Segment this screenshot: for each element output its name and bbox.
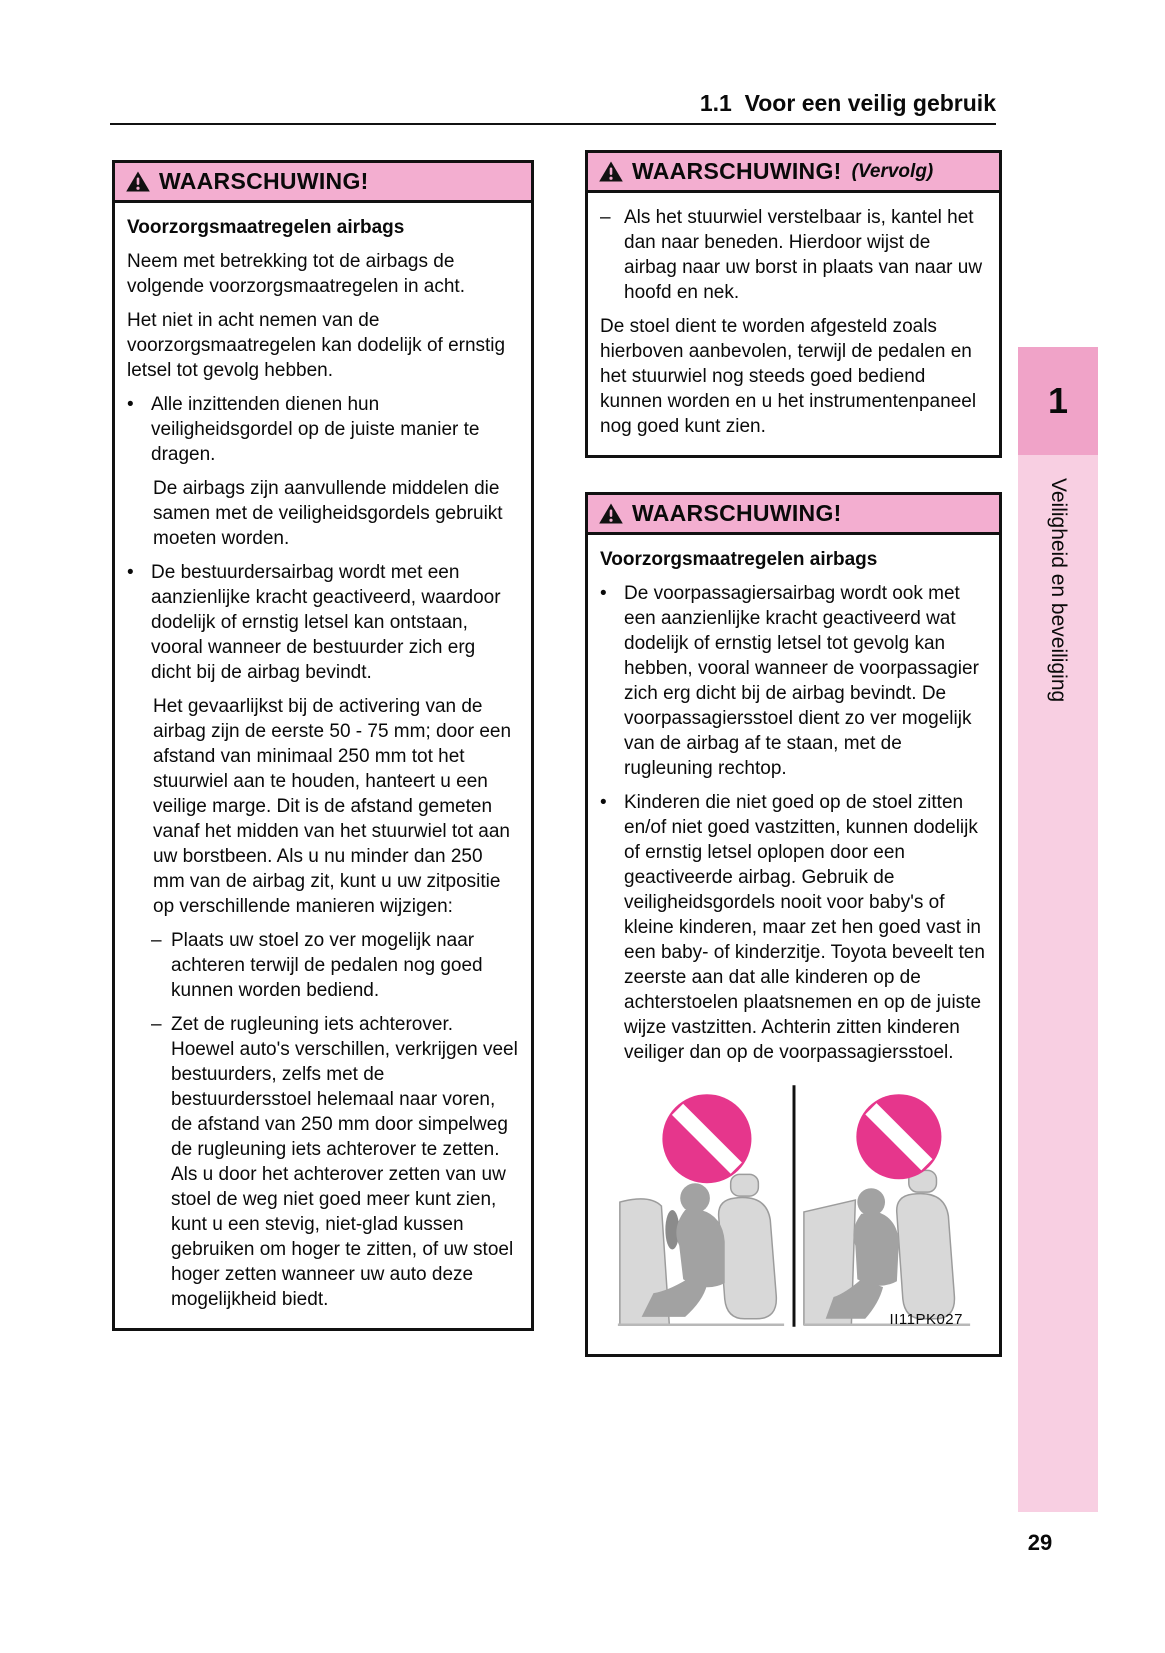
warning-header xyxy=(588,153,999,193)
warning-triangle-icon xyxy=(125,170,151,193)
bullet-marker: • xyxy=(600,792,607,813)
warning-title: WAARSCHUWING! xyxy=(159,168,369,194)
airbag-warning-illustration xyxy=(606,1081,982,1331)
bullet-text: Kinderen die niet goed op de stoel zitten en/of niet goed vastzitten, kunnen dodelijk of ernstig letsel oplopen door een geactiveerde airbag. Gebruik de veiligheidsgordels nooit voor baby's of kleine kinderen, maar zet hen goed vast in een baby- of kinderzitje. Toyota beveelt ten zeerste aan dat alle kinderen op de achterstoelen plaatsnemen en op de juiste wijze vastzitten. Achterin zitten kinderen veiliger dan op de voorpassagiersstoel. xyxy=(624,792,985,1063)
dash-text: Plaats uw stoel zo ver mogelijk naar achteren terwijl de pedalen nog goed kunnen worden bediend. xyxy=(171,930,483,1001)
bullet-marker: • xyxy=(127,562,134,583)
dash-marker: – xyxy=(151,1014,162,1035)
sub-paragraph: De airbags zijn aanvullende middelen die samen met de veiligheidsgordels gebruikt moeten worden. xyxy=(153,478,503,549)
page-number: 29 xyxy=(1027,1530,1053,1555)
dash-text: Als het stuurwiel verstelbaar is, kantel het dan naar beneden. Hierdoor wijst de airbag naar uw borst in plaats van naar uw hoofd en nek. xyxy=(624,207,983,303)
warning-header xyxy=(115,163,531,203)
warning-continued-suffix: (Vervolg) xyxy=(851,160,934,182)
paragraph: De stoel dient te worden afgesteld zoals hierboven aanbevolen, terwijl de pedalen en het stuurwiel nog steeds goed bediend kunnen worden en u het instrumentenpaneel nog goed kunt zien. xyxy=(600,316,977,437)
sub-paragraph: Het gevaarlijkst bij de activering van de airbag zijn de eerste 50 - 75 mm; door een afstand van minimaal 250 mm tot het stuurwiel aan te houden, hanteert u een veilige marge. Dit is de afstand gemeten vanaf het midden van het stuurwiel tot aan uw borstbeen. Als u nu minder dan 250 mm van de airbag zit, kunt u uw zitpositie op verschillende manieren wijzigen: xyxy=(153,696,512,917)
prohibition-icon-right xyxy=(856,1094,941,1179)
page-header-title: 1.1 Voor een veilig gebruik xyxy=(699,90,996,116)
bullet-text: De bestuurdersairbag wordt met een aanzienlijke kracht geactiveerd, waardoor dodelijk of ernstig letsel kan ontstaan, vooral wanneer de bestuurder zich erg dicht bij de airbag bevindt. xyxy=(151,562,501,683)
dash-marker: – xyxy=(600,207,611,228)
section-heading: Voorzorgsmaatregelen airbags xyxy=(127,217,405,238)
bullet-item xyxy=(600,581,987,781)
chapter-number-tab: 1 xyxy=(1018,347,1098,455)
prohibition-icon-left xyxy=(662,1094,751,1183)
bullet-marker: • xyxy=(600,583,607,604)
warning-triangle-icon xyxy=(598,502,624,525)
warning-title: WAARSCHUWING! xyxy=(632,500,842,526)
bullet-item xyxy=(600,790,987,1065)
chapter-label-wrap xyxy=(1018,478,1098,1058)
bullet-marker: • xyxy=(127,394,134,415)
dash-marker: – xyxy=(151,930,162,951)
warning-triangle-icon xyxy=(598,160,624,183)
chapter-title-vertical: Veiligheid en beveiliging xyxy=(1047,478,1070,703)
figure-airbag-children xyxy=(600,1081,987,1338)
paragraph: Het niet in acht nemen van de voorzorgsmaatregelen kan dodelijk of ernstig letsel tot gevolg hebben. xyxy=(127,310,506,381)
warning-title: WAARSCHUWING! xyxy=(632,158,842,184)
paragraph: Neem met betrekking tot de airbags de volgende voorzorgsmaatregelen in acht. xyxy=(127,251,465,297)
section-heading: Voorzorgsmaatregelen airbags xyxy=(600,549,878,570)
warning-box-continued xyxy=(585,150,1002,458)
warning-box-right xyxy=(585,492,1002,1357)
warning-box-left xyxy=(112,160,534,1331)
bullet-text: De voorpassagiersairbag wordt ook met een aanzienlijke kracht geactiveerd wat dodelijk of ernstig letsel tot gevolg kan hebben, vooral wanneer de voorpassagier zich erg dicht bij de airbag bevindt. De voorpassagiersstoel dient zo ver mogelijk van de airbag af te staan, met de rugleuning rechtop. xyxy=(624,583,979,779)
warning-body xyxy=(115,203,531,1328)
dash-item xyxy=(151,1012,519,1312)
bullet-text: Alle inzittenden dienen hun veiligheidsgordel op de juiste manier te dragen. xyxy=(151,394,480,465)
dash-item xyxy=(600,205,987,305)
bullet-item xyxy=(127,560,519,685)
dash-item xyxy=(151,928,519,1003)
bullet-item xyxy=(127,392,519,467)
warning-body xyxy=(588,193,999,455)
dash-text: Zet de rugleuning iets achterover. Hoewel auto's verschillen, verkrijgen veel bestuurders, zelfs met de bestuurdersstoel helemaal naar voren, de afstand van 250 mm door simpelweg de rugleuning iets achterover te zetten. Als u door het achterover zetten van uw stoel de weg niet goed meer kunt zien, kunt u een stevig, niet-glad kussen gebruiken om hoger te zitten, of uw stoel hoger zetten wanneer uw auto deze mogelijkheid biedt. xyxy=(171,1014,518,1310)
warning-header xyxy=(588,495,999,535)
figure-code: II11PK027 xyxy=(889,1311,963,1328)
header-rule xyxy=(110,123,996,125)
warning-body xyxy=(588,535,999,1354)
